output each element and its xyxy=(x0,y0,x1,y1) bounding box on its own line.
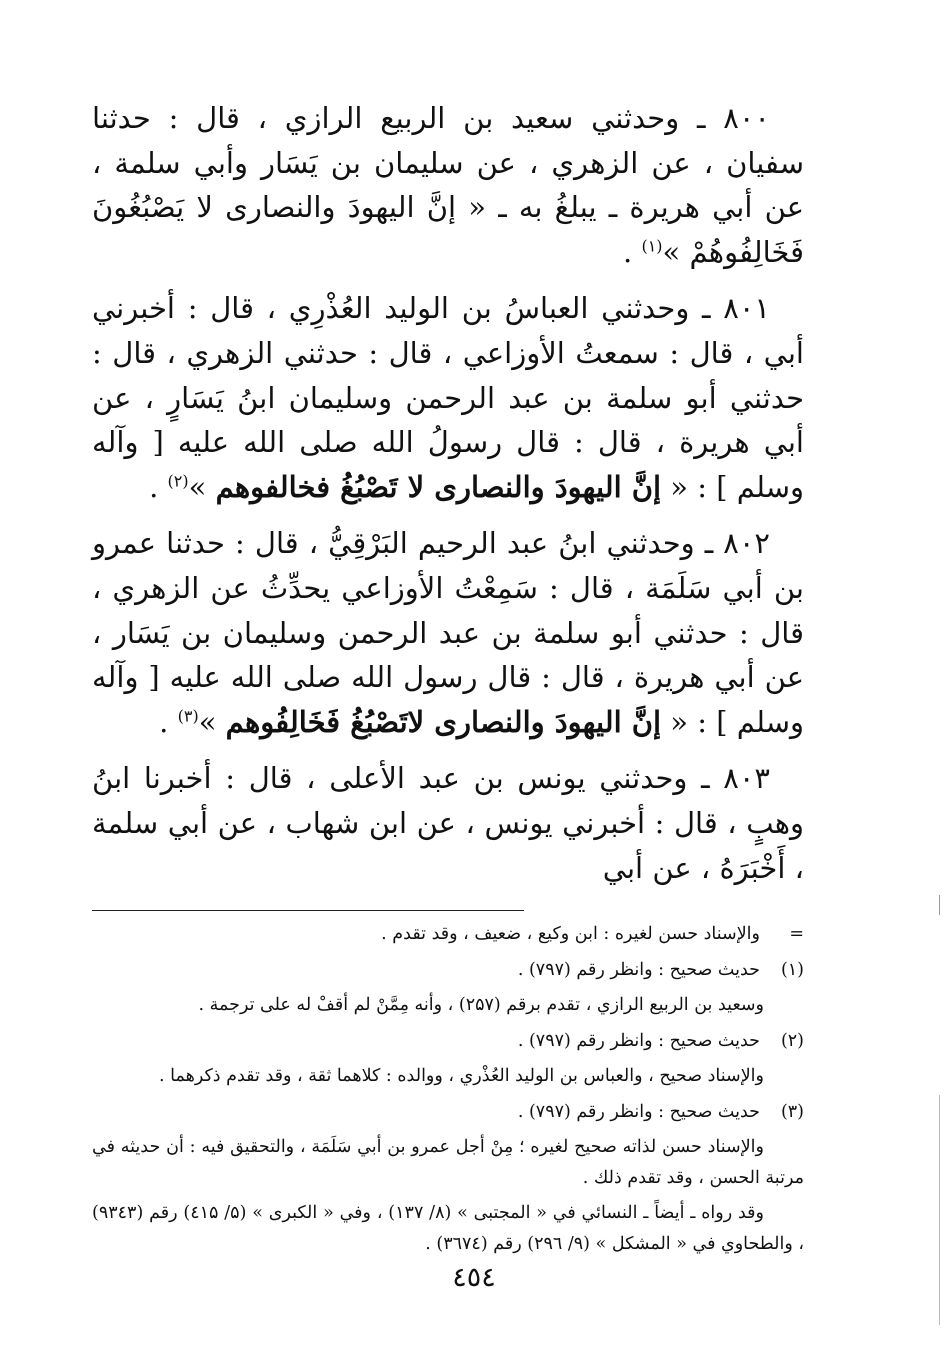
document-page xyxy=(92,96,804,1276)
footnote-ref: (۳) xyxy=(177,706,199,726)
footnote xyxy=(92,1026,804,1057)
footnote-continuation xyxy=(92,1061,804,1092)
footnote-text: والإسناد صحيح ، والعباس بن الوليد العُذْري ، ووالده : كلاهما ثقة ، وقد تقدم ذكرهما . xyxy=(159,1066,764,1087)
hadith-text: » xyxy=(188,469,216,504)
hadith-text: ۸۰۲ ـ وحدثني ابنُ عبد الرحيم البَرْقِيُّ ، قال : حدثنا عمرو بن أبي سَلَمَة ، قال : سَمِعْتُ الأوزاعي يحدِّثُ عن الزهري ، قال : حدثني أبو سلمة بن عبد الرحمن وسليمان بن يَسَار ، عن أبي هريرة ، قال : قال رسول الله صلى الله عليه [ وآله وسلم ] : « xyxy=(92,526,804,739)
footnote-continuation xyxy=(92,1132,804,1193)
footnote-text: حديث صحيح : وانظر رقم (۷۹۷) . xyxy=(517,959,760,980)
footnote-marker: (۲) xyxy=(780,1030,804,1051)
footnotes xyxy=(92,919,804,1259)
footnote-ref: (۱) xyxy=(641,236,663,256)
page-number: ٤٥٤ xyxy=(452,1262,496,1293)
scan-artifact xyxy=(939,1095,940,1325)
footnote-marker: = xyxy=(789,924,804,945)
footnote-text: حديث صحيح : وانظر رقم (۷۹۷) . xyxy=(517,1030,760,1051)
hadith-text: ۸۰۰ ـ وحدثني سعيد بن الربيع الرازي ، قال : حدثنا سفيان ، عن الزهري ، عن سليمان بن يَسَار وأبي سلمة ، عن أبي هريرة ـ يبلغُ به ـ « إنَّ اليهودَ والنصارى لا يَصْبُغُونَ فَخَالِفُوهُمْ » xyxy=(92,101,804,269)
hadith-quote: إنَّ اليهودَ والنصارى لاتَصْبُغُ فَخَالِفُوهم xyxy=(225,704,662,739)
footnote-ref: (۲) xyxy=(167,471,189,491)
footnote xyxy=(92,919,804,950)
footnote-divider xyxy=(92,910,524,911)
hadith-text: ۸۰۱ ـ وحدثني العباسُ بن الوليد العُذْرِي ، قال : أخبرني أبي ، قال : سمعتُ الأوزاعي ، قال : حدثني الزهري ، قال : حدثني أبو سلمة بن عبد الرحمن وسليمان ابنُ يَسَارٍ ، عن أبي هريرة ، قال : قال رسولُ الله صلى الله عليه [ وآله وسلم ] : « xyxy=(92,291,804,504)
scan-artifact xyxy=(939,895,940,915)
hadith-text: . xyxy=(623,234,642,269)
footnote-marker: (۳) xyxy=(780,1101,804,1122)
footnote-text: والإسناد حسن لغيره : ابن وكيع ، ضعيف ، وقد تقدم . xyxy=(381,924,760,945)
footnote-continuation xyxy=(92,1198,804,1259)
footnote-marker: (۱) xyxy=(780,959,804,980)
main-text xyxy=(92,96,804,890)
footnote xyxy=(92,1097,804,1128)
footnote-text: حديث صحيح : وانظر رقم (۷۹۷) . xyxy=(517,1101,760,1122)
footnote-text: وسعيد بن الربيع الرازي ، تقدم برقم (۲۵۷) ، وأنه مِمَّنْ لم أقفْ له على ترجمة . xyxy=(198,995,764,1016)
footnote-text: والإسناد حسن لذاته صحيح لغيره ؛ مِنْ أجل عمرو بن أبي سَلَمَة ، والتحقيق فيه : أن حديثه في مرتبة الحسن ، وقد تقدم ذلك . xyxy=(92,1137,804,1188)
hadith-text: . xyxy=(159,704,178,739)
footnote-text: وقد رواه ـ أيضاً ـ النسائي في « المجتبى » (۸/ ۱۳۷) ، وفي « الكبرى » (۵/ ٤۱۵) رقم (۹۳٤۳) ، والطحاوي في « المشكل » (۹/ ۲۹٦) رقم (۳٦۷٤) . xyxy=(92,1203,804,1254)
hadith-paragraph xyxy=(92,286,804,509)
hadith-text: ۸۰۳ ـ وحدثني يونس بن عبد الأعلى ، قال : أخبرنا ابنُ وهبٍ ، قال : أخبرني يونس ، عن ابن شهاب ، عن أبي سلمة ، أَخْبَرَهُ ، عن أبي xyxy=(92,761,804,885)
hadith-paragraph xyxy=(92,96,804,274)
hadith-text: . xyxy=(149,469,168,504)
hadith-text: » xyxy=(198,704,226,739)
footnote-continuation xyxy=(92,990,804,1021)
footnote xyxy=(92,955,804,986)
hadith-paragraph xyxy=(92,521,804,744)
hadith-quote: إنَّ اليهودَ والنصارى لا تَصْبُغُ فخالفوهم xyxy=(215,469,662,504)
hadith-paragraph xyxy=(92,756,804,890)
